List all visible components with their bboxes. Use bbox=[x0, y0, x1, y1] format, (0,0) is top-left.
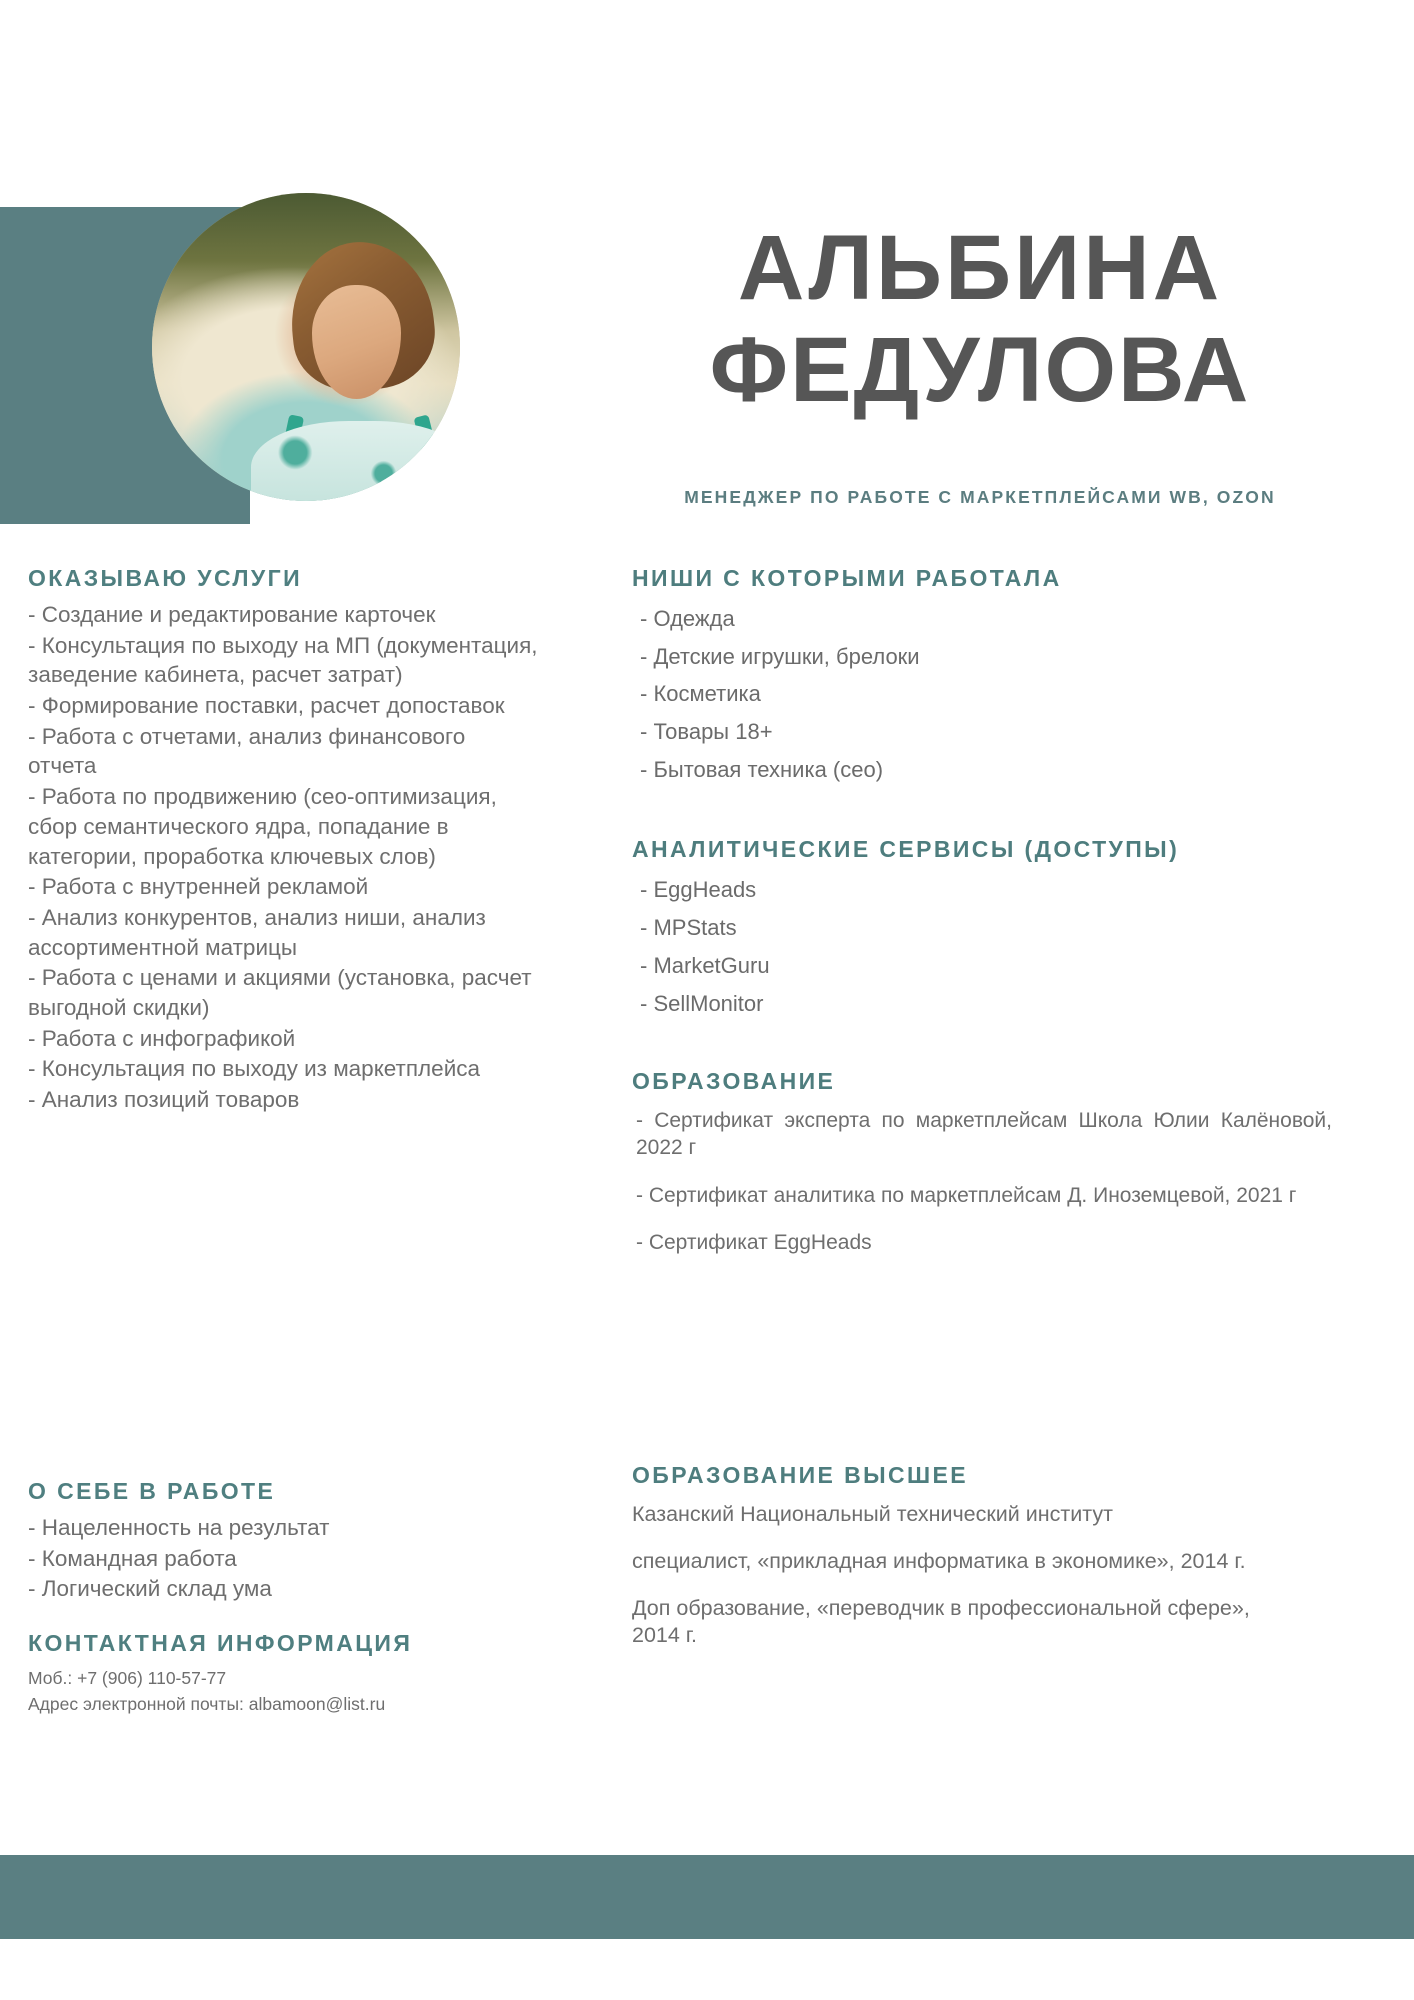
list-item: - Работа с инфографикой bbox=[28, 1025, 296, 1051]
services-section-title: ОКАЗЫВАЮ УСЛУГИ bbox=[28, 565, 303, 591]
spacer bbox=[632, 792, 1332, 836]
list-item: - Работа с отчетами, анализ финансового отчета bbox=[28, 723, 466, 779]
list-item: - SellMonitor bbox=[640, 990, 764, 1016]
list-item: - Командная работа bbox=[28, 1545, 237, 1571]
left-column bbox=[28, 565, 538, 1116]
about-section-title: О СЕБЕ В РАБОТЕ bbox=[28, 1478, 276, 1504]
list-item: - EggHeads bbox=[640, 877, 757, 903]
list-item: - Сертификат эксперта по маркетплейсам Школа Юлии Калёновой, 2022 г bbox=[636, 1109, 1332, 1160]
first-name: АЛЬБИНА bbox=[737, 217, 1223, 319]
list-item: - Работа с ценами и акциями (установка, расчет выгодной скидки) bbox=[28, 965, 532, 1020]
photo-dress bbox=[251, 421, 460, 501]
list-item: - Работа с внутренней рекламой bbox=[28, 874, 369, 900]
avatar bbox=[152, 193, 460, 501]
right-column bbox=[632, 565, 1332, 1276]
list-item: Казанский Национальный технический институт bbox=[632, 1502, 1113, 1526]
list-item: Доп образование, «переводчик в профессиональной сфере», 2014 г. bbox=[632, 1596, 1250, 1647]
list-item: - Формирование поставки, расчет допоставок bbox=[28, 693, 505, 719]
list-item: - MPStats bbox=[640, 915, 737, 941]
services-list bbox=[28, 600, 538, 1115]
list-item: специалист, «прикладная информатика в экономике», 2014 г. bbox=[632, 1549, 1246, 1574]
list-item: - Бытовая техника (сео) bbox=[640, 756, 884, 782]
list-item: - Консультация по выходу на МП (документация, заведение кабинета, расчет затрат) bbox=[28, 632, 538, 688]
contact-section-title: КОНТАКТНАЯ ИНФОРМАЦИЯ bbox=[28, 1630, 413, 1657]
list-item: - Анализ конкурентов, анализ ниши, анализ ассортиментной матрицы bbox=[28, 904, 486, 960]
education-section-title: ОБРАЗОВАНИЕ bbox=[632, 1068, 836, 1095]
list-item: - Логический склад ума bbox=[28, 1576, 272, 1602]
analytics-section-title: АНАЛИТИЧЕСКИЕ СЕРВИСЫ (ДОСТУПЫ) bbox=[632, 836, 1180, 863]
about-list bbox=[28, 1513, 528, 1604]
list-item: - Детские игрушки, брелоки bbox=[640, 643, 920, 669]
footer-accent-band bbox=[0, 1855, 1414, 1939]
list-item: - Сертификат EggHeads bbox=[636, 1231, 872, 1255]
list-item: - Создание и редактирование карточек bbox=[28, 602, 436, 627]
list-item: - Анализ позиций товаров bbox=[28, 1087, 300, 1112]
about-and-contact-column bbox=[28, 1478, 528, 1718]
niches-list bbox=[632, 604, 1332, 784]
list-item: - Нацеленность на результат bbox=[28, 1515, 330, 1540]
higher-education-column bbox=[632, 1462, 1252, 1669]
list-item: - Косметика bbox=[640, 681, 761, 707]
last-name: ФЕДУЛОВА bbox=[709, 319, 1251, 421]
page-title bbox=[575, 217, 1385, 421]
list-item: - MarketGuru bbox=[640, 952, 770, 978]
analytics-list bbox=[632, 875, 1332, 1018]
contact-phone[interactable]: Моб.: +7 (906) 110-57-77 bbox=[28, 1668, 227, 1689]
contact-email[interactable]: Адрес электронной почты: albamoon@list.ru bbox=[28, 1694, 386, 1715]
list-item: - Сертификат аналитика по маркетплейсам Д. Иноземцевой, 2021 г bbox=[636, 1183, 1297, 1207]
list-item: - Одежда bbox=[640, 606, 735, 631]
list-item: - Товары 18+ bbox=[640, 719, 773, 745]
higher-education-section-title: ОБРАЗОВАНИЕ ВЫСШЕЕ bbox=[632, 1462, 969, 1488]
education-list bbox=[632, 1107, 1332, 1256]
spacer bbox=[632, 1026, 1332, 1068]
list-item: - Работа по продвижению (сео-оптимизация, сбор семантического ядра, попадание в категории, проработка ключевых слов) bbox=[28, 784, 497, 869]
niches-section-title: НИШИ С КОТОРЫМИ РАБОТАЛА bbox=[632, 565, 1062, 591]
list-item: - Консультация по выходу из маркетплейса bbox=[28, 1056, 481, 1082]
job-title: МЕНЕДЖЕР ПО РАБОТЕ С МАРКЕТПЛЕЙСАМИ WB, OZON bbox=[684, 487, 1276, 507]
resume-header bbox=[0, 0, 1414, 540]
